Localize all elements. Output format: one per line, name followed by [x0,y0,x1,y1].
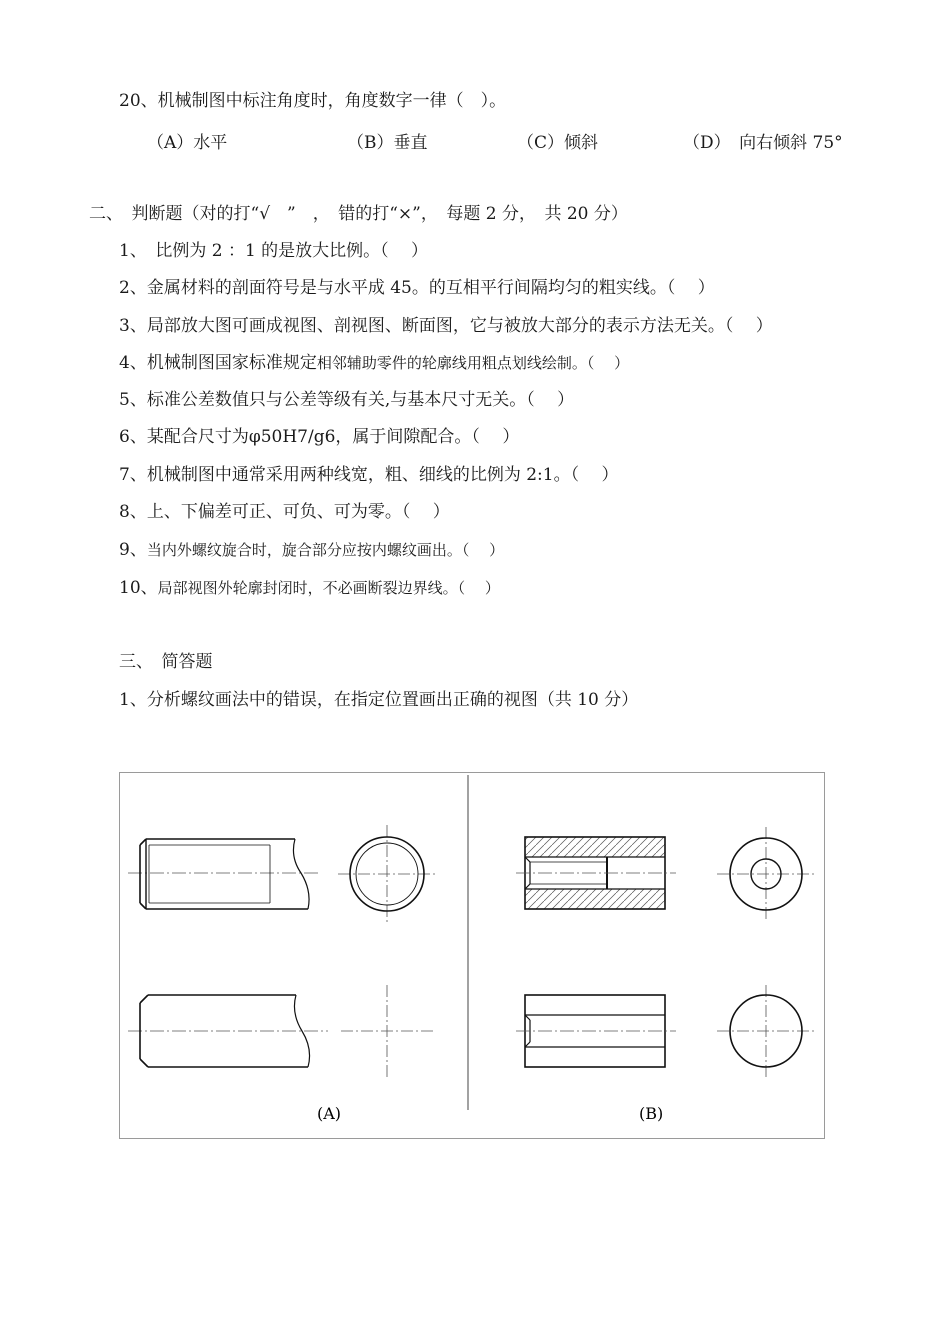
q20-option-d: （D） 向右倾斜 75° [683,133,843,153]
judge-item-6: 6、某配合尺寸为φ50H7/g6，属于间隙配合。（ ） [119,427,520,447]
q20-option-c: （C）倾斜 [517,133,599,153]
figure-label-b: (B) [639,1104,664,1123]
b-bottom-view [516,995,676,1067]
judge-item-4: 4、机械制图国家标准规定相邻辅助零件的轮廓线用粗点划线绘制。（ ） [119,353,630,373]
judge-item-9: 9、当内外螺纹旋合时，旋合部分应按内螺纹画出。（ ） [119,540,505,560]
b-top-circle-view [717,827,815,921]
b-bottom-circle-view [717,985,815,1077]
a-top-shaft [128,839,320,909]
judge-item-5: 5、标准公差数值只与公差等级有关,与基本尺寸无关。（ ） [119,390,575,410]
judge-item-7: 7、机械制图中通常采用两种线宽，粗、细线的比例为 2:1。（ ） [119,465,619,485]
section2-heading: 二、 判断题（对的打“√ ” ， 错的打“×”， 每题 2 分， 共 20 分） [89,204,628,224]
a-bottom-centre-mark [341,985,433,1077]
judge-item-1: 1、 比例为 2 ：1 的是放大比例。（ ） [119,241,429,261]
a-top-circle-view [338,825,436,923]
q20-stem: 20、机械制图中标注角度时，角度数字一律（ ）。 [119,91,507,111]
section3-heading: 三、 简答题 [119,652,213,672]
figure-label-a: (A) [317,1104,342,1123]
q20-option-b: （B）垂直 [347,133,428,153]
judge-item-2: 2、金属材料的剖面符号是与水平成 45。的互相平行间隔均匀的粗实线。（ ） [119,278,715,298]
thread-drawing [120,773,826,1140]
judge-item-10: 10、局部视图外轮廓封闭时，不必画断裂边界线。（ ） [119,578,500,598]
judge-item-8: 8、上、下偏差可正、可负、可为零。（ ） [119,502,450,522]
a-bottom-shaft [128,995,328,1067]
section3-question-1: 1、分析螺纹画法中的错误，在指定位置画出正确的视图（共 10 分） [119,690,639,710]
thread-drawing-figure [119,772,825,1139]
q20-option-a: （A）水平 [147,133,228,153]
b-top-section [516,837,676,909]
judge-item-3: 3、局部放大图可画成视图、剖视图、断面图，它与被放大部分的表示方法无关。（ ） [119,316,773,336]
